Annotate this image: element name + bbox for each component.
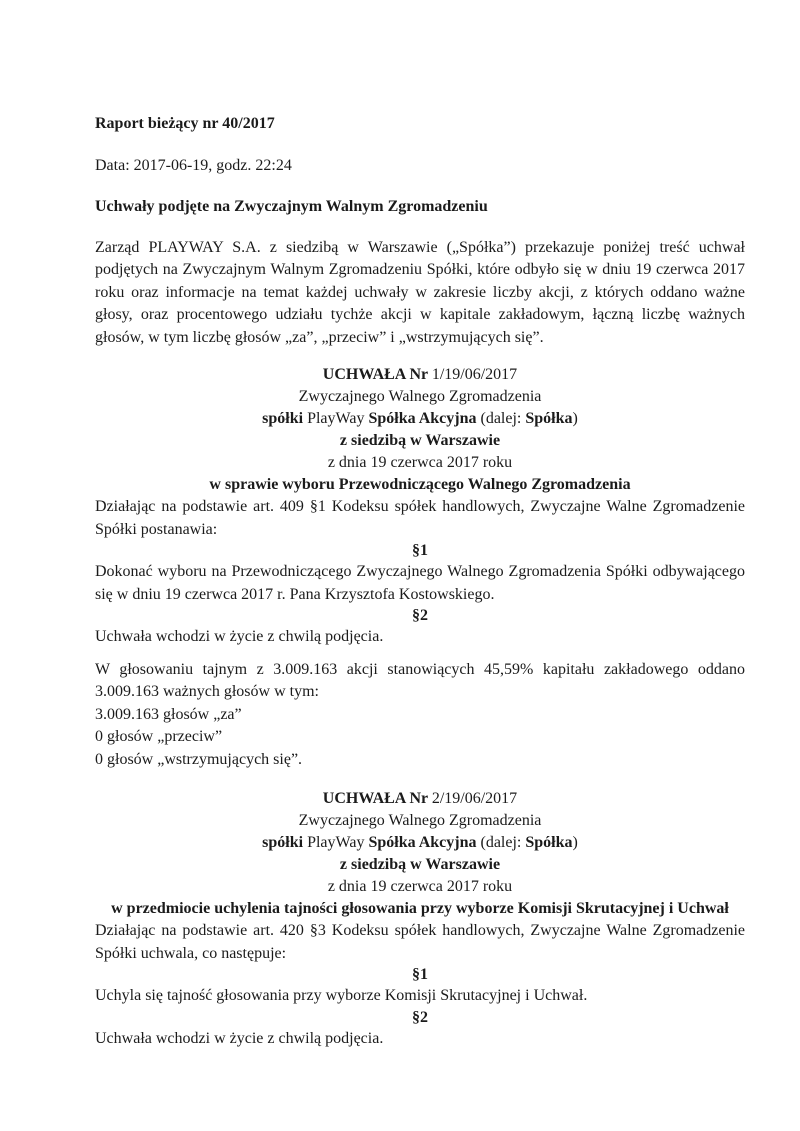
resolution-title-prefix: UCHWAŁA Nr xyxy=(322,366,432,383)
resolution-2-paragraph-1-mark: §1 xyxy=(412,966,428,983)
votes-abstain-line: 0 głosów „wstrzymujących się”. xyxy=(95,750,303,768)
resolution-title-prefix: UCHWAŁA Nr xyxy=(322,790,432,807)
resolution-company-line: spółki PlayWay Spółka Akcyjna (dalej: Spółka) xyxy=(262,410,578,427)
resolution-2-paragraph-2-text: Uchwała wchodzi w życie z chwilą podjęcia. xyxy=(95,1029,384,1047)
resolution-assembly-line: Zwyczajnego Walnego Zgromadzenia xyxy=(298,812,542,829)
resolution-2-number: 2/19/06/2017 xyxy=(431,790,518,807)
resolution-date-line: z dnia 19 czerwca 2017 roku xyxy=(327,878,513,895)
chairman-name: Krzysztofa Kostowskiego. xyxy=(324,585,495,603)
resolution-1-paragraph-1-mark: §1 xyxy=(412,542,428,559)
resolution-2-subject-line: w przedmiocie uchylenia tajności głosowania przy wyborze Komisji Skrutacyjnej i Uchwał xyxy=(111,900,729,917)
report-subject: Uchwały podjęte na Zwyczajnym Walnym Zgromadzeniu xyxy=(95,198,488,215)
resolution-2-paragraph-1-text: Uchyla się tajność głosowania przy wyborze Komisji Skrutacyjnej i Uchwał. xyxy=(95,987,588,1004)
company-name: PlayWay xyxy=(307,410,369,427)
resolution-company-line: spółki PlayWay Spółka Akcyjna (dalej: Spółka) xyxy=(262,834,578,851)
resolution-1-paragraph-2-text: Uchwała wchodzi w życie z chwilą podjęcia. xyxy=(95,628,384,645)
intro-paragraph: Zarząd PLAYWAY S.A. z siedzibą w Warszawie („Spółka”) przekazuje poniżej treść uchwał podjętych na Zwyczajnym Walnym Zgromadzeniu Spółki, które odbyło się w dniu 19 czerwca 2017 roku oraz informacje na temat każdej uchwały w zakresie liczby akcji, z których oddano ważne głosy, oraz procentowego udziału tychże akcji w kapitale zakładowym, łączną liczbę ważnych głosów, w tym liczbę głosów „za”, „przeciw” i „wstrzymujących się”. xyxy=(95,238,745,346)
resolution-date-line: z dnia 19 czerwca 2017 roku xyxy=(327,454,513,471)
resolution-1-subject-line: w sprawie wyboru Przewodniczącego Walnego Zgromadzenia xyxy=(209,476,631,493)
resolution-1-heading xyxy=(95,364,745,496)
resolution-1-title-line xyxy=(95,364,745,386)
resolution-1-number: 1/19/06/2017 xyxy=(431,366,518,383)
report-date: Data: 2017-06-19, godz. 22:24 xyxy=(95,156,292,174)
votes-against-line: 0 głosów „przeciw” xyxy=(95,728,223,745)
resolution-assembly-line: Zwyczajnego Walnego Zgromadzenia xyxy=(298,388,542,405)
resolution-1-legal-basis: Działając na podstawie art. 409 §1 Kodeksu spółek handlowych, Zwyczajne Walne Zgromadzenie Spółki postanawia: xyxy=(95,498,745,538)
resolution-2-paragraph-2-mark: §2 xyxy=(412,1008,428,1026)
voting-summary-line: W głosowaniu tajnym z 3.009.163 akcji stanowiących 45,59% kapitału zakładowego oddano 3.009.163 ważnych głosów w tym: xyxy=(95,660,745,700)
votes-for-line: 3.009.163 głosów „za” xyxy=(95,705,242,723)
resolution-2-heading xyxy=(95,788,745,920)
resolution-2-legal-basis: Działając na podstawie art. 420 §3 Kodeksu spółek handlowych, Zwyczajne Walne Zgromadzenie Spółki uchwala, co następuje: xyxy=(95,922,745,962)
resolution-seat-line: z siedzibą w Warszawie xyxy=(339,856,501,873)
resolution-seat-line: z siedzibą w Warszawie xyxy=(339,432,501,449)
resolution-2-title-line xyxy=(95,788,745,810)
resolution-1-paragraph-1-text: Dokonać wyboru na Przewodniczącego Zwyczajnego Walnego Zgromadzenia Spółki odbywającego się w dniu 19 czerwca 2017 r. Pana Krzysztofa Kostowskiego. xyxy=(95,563,745,603)
report-number-title: Raport bieżący nr 40/2017 xyxy=(95,115,275,132)
resolution-1-voting-results xyxy=(95,659,745,772)
resolution-1-paragraph-2-mark: §2 xyxy=(412,607,428,624)
company-name: PlayWay xyxy=(307,834,369,851)
